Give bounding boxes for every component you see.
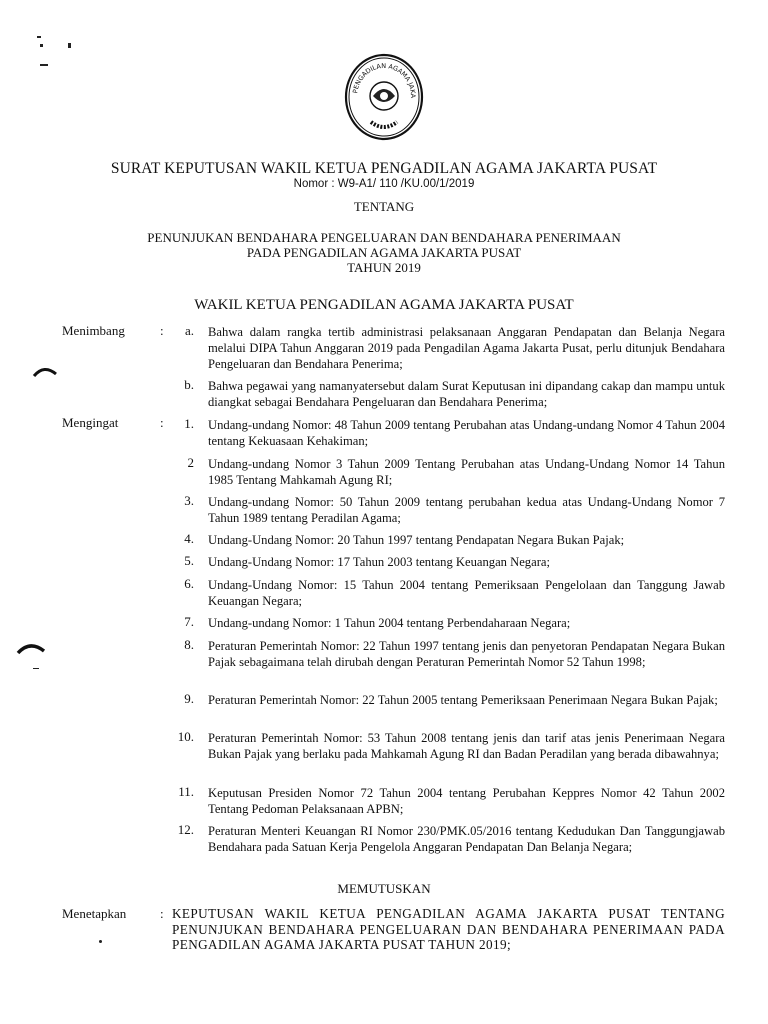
mengingat-item: Undang-undang Nomor: 48 Tahun 2009 tentang Perubahan atas Undang-undang Nomor 4 Tahun 2004 tentang Kekuasaan Kehakiman; — [208, 418, 725, 448]
document-title: SURAT KEPUTUSAN WAKIL KETUA PENGADILAN AGAMA JAKARTA PUSAT — [110, 160, 658, 177]
mengingat-item: Peraturan Pemerintah Nomor: 22 Tahun 2005 tentang Pemeriksaan Penerimaan Negara Bukan Pajak; — [208, 693, 718, 707]
item-mark: 1. — [184, 416, 194, 431]
mengingat-item: Undang-undang Nomor: 50 Tahun 2009 tentang perubahan kedua atas Undang-Undang Nomor 7 Tahun 1989 tentang Peradilan Agama; — [208, 495, 725, 525]
scan-speck — [37, 36, 41, 38]
seal-text: PENGADILAN AGAMA JAKA — [351, 61, 418, 99]
subject-line: PENUNJUKAN BENDAHARA PENGELUARAN DAN BENDAHARA PENERIMAAN — [147, 230, 621, 245]
menimbang-item: Bahwa dalam rangka tertib administrasi pelaksanaan Anggaran Pendapatan dan Belanja Negara melalui DIPA Tahun Anggaran 2019 pada Pengadilan Agama Jakarta Pusat, perlu ditunjuk Bendahara Pengeluaran dan Bendahara Penerima; — [208, 325, 725, 371]
item-mark: 10. — [177, 729, 194, 744]
menetapkan-label: Menetapkan — [62, 906, 127, 921]
item-mark: 4. — [184, 531, 194, 546]
item-mark: 12. — [177, 822, 194, 837]
item-mark: b. — [184, 377, 194, 392]
punch-hole-mark — [16, 640, 46, 656]
court-seal-emblem-icon — [343, 52, 425, 142]
scan-speck — [68, 43, 71, 48]
mengingat-item: Peraturan Pemerintah Nomor: 53 Tahun 2008 tentang jenis dan tarif atas jenis Penerimaan Negara Bukan Pajak yang berlaku pada Mahkamah Agung RI dan Badan Peradilan yang berada dibawahnya; — [208, 731, 725, 761]
mengingat-item: Undang-undang Nomor 3 Tahun 2009 Tentang Perubahan atas Undang-Undang Nomor 14 Tahun 1985 Tentang Mahkamah Agung RI; — [208, 457, 725, 487]
mengingat-item: Undang-Undang Nomor: 15 Tahun 2004 tentang Pemeriksaan Pengelolaan dan Tanggung Jawab Keuangan Negara; — [208, 578, 725, 608]
issuer-heading: WAKIL KETUA PENGADILAN AGAMA JAKARTA PUSAT — [194, 297, 574, 313]
mengingat-item: Peraturan Menteri Keuangan RI Nomor 230/PMK.05/2016 tentang Kedudukan Dan Tanggungjawab Bendahara pada Satuan Kerja Pengelola Anggaran Pendapatan Dan Belanja Negara; — [208, 824, 725, 854]
tentang-heading: TENTANG — [353, 199, 415, 214]
menimbang-colon: : — [160, 323, 164, 338]
mengingat-label: Mengingat — [62, 415, 119, 430]
mengingat-item: Undang-Undang Nomor: 17 Tahun 2003 tentang Keuangan Negara; — [208, 555, 550, 569]
item-mark: 11. — [178, 784, 194, 799]
mengingat-item: Peraturan Pemerintah Nomor: 22 Tahun 1997 tentang jenis dan penyetoran Pendapatan Negara Bukan Pajak sebagaimana telah dirubah dengan Peraturan Pemerintah Nomor 52 Tahun 1998; — [208, 639, 725, 669]
scan-speck — [99, 940, 102, 943]
item-mark: 9. — [184, 691, 194, 706]
menetapkan-colon: : — [160, 906, 164, 921]
menimbang-label: Menimbang — [62, 323, 125, 338]
item-mark: 8. — [184, 637, 194, 652]
item-mark: 6. — [184, 576, 194, 591]
scan-speck — [40, 44, 43, 47]
scan-speck — [40, 64, 48, 66]
item-mark: 5. — [184, 553, 194, 568]
menetapkan-text: KEPUTUSAN WAKIL KETUA PENGADILAN AGAMA JAKARTA PUSAT TENTANG PENUNJUKAN BENDAHARA PENGELUARAN DAN BENDAHARA PENERIMAAN PADA PENGADILAN AGAMA JAKARTA PUSAT TAHUN 2019; — [172, 906, 725, 952]
mengingat-colon: : — [160, 415, 164, 430]
item-mark: 3. — [184, 493, 194, 508]
item-mark: 2 — [187, 455, 194, 470]
mengingat-item: Keputusan Presiden Nomor 72 Tahun 2004 tentang Perubahan Keppres Nomor 42 Tahun 2002 Tentang Pedoman Pelaksanaan APBN; — [208, 786, 725, 816]
document-number: Nomor : W9-A1/ 110 /KU.00/1/2019 — [293, 178, 475, 190]
subject-line: PADA PENGADILAN AGAMA JAKARTA PUSAT — [246, 245, 522, 260]
punch-hole-mark — [32, 364, 58, 378]
menimbang-item: Bahwa pegawai yang namanyatersebut dalam Surat Keputusan ini dipandang cakap dan mampu untuk diangkat sebagai Bendahara Pengeluaran dan Bendahara Penerima; — [208, 379, 725, 409]
mengingat-item: Undang-undang Nomor: 1 Tahun 2004 tentang Perbendaharaan Negara; — [208, 616, 571, 630]
court-seal — [343, 52, 425, 142]
item-mark: a. — [184, 323, 194, 338]
subject-line: TAHUN 2019 — [347, 260, 421, 275]
mengingat-item: Undang-Undang Nomor: 20 Tahun 1997 tentang Pendapatan Negara Bukan Pajak; — [208, 533, 625, 547]
scan-speck — [33, 668, 39, 669]
item-mark: 7. — [184, 614, 194, 629]
memutuskan-heading: MEMUTUSKAN — [337, 881, 431, 896]
